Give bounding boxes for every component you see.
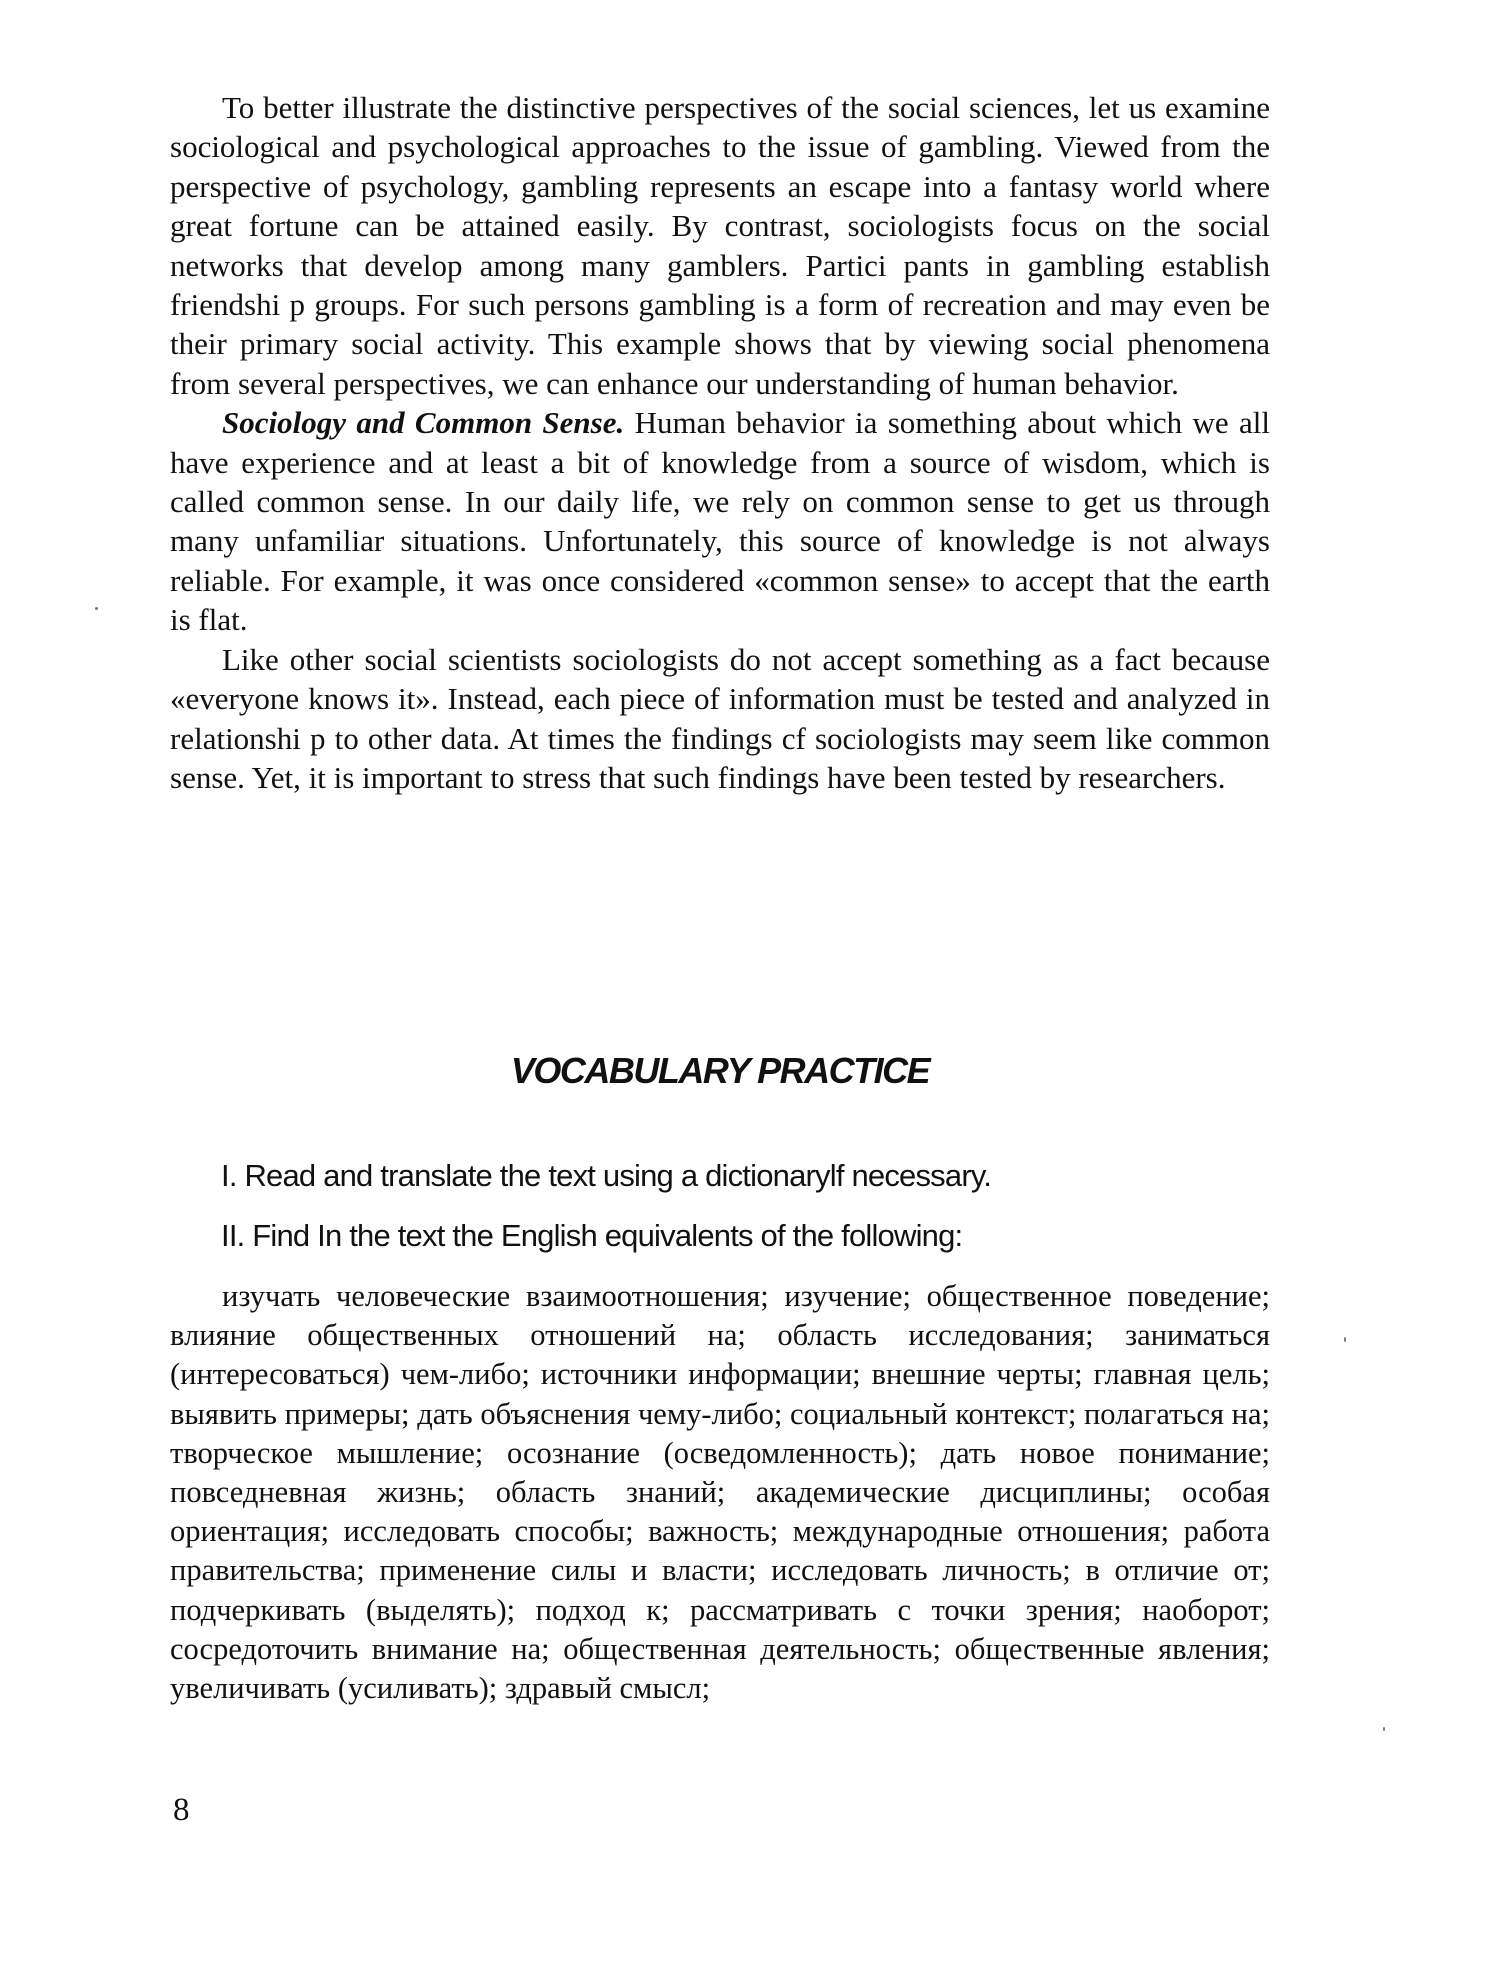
russian-terms-text: изучать человеческие взаимоотношения; изучение; общественное поведение; влияние общественных отношений на; область исследования; заниматься (интересоваться) чем-либо; источники информации; внешние черты; главная цель; выявить примеры; дать объяснения чему-либо; социальный контекст; полагаться на; творческое мышление; осознание (осведомленность); дать новое понимание; повседневная жизнь; область знаний; академические дисциплины; особая ориентация; исследовать способы; важность; международные отношения; работа правительства; применение силы и власти; исследовать личность; в отличие от; подчеркивать (выделять); подход к; рассматривать с точки зрения; наоборот; сосредоточить внимание на; общественная деятельность; общественные явления; увеличивать (усиливать); здравый смысл; — [170, 1279, 1270, 1706]
page-number: 8 — [173, 1792, 190, 1828]
scan-speck — [1383, 1727, 1385, 1731]
reading-text — [170, 88, 1270, 797]
exercise-1: I. Read and translate the text using a dictionarylf necessary. — [221, 1158, 992, 1193]
exercise-2: II. Find In the text the English equivalents of the following: — [221, 1218, 963, 1253]
subsection-heading: Sociology and Common Sense. — [222, 405, 625, 441]
vocabulary-heading: VOCABULARY PRACTICE — [510, 1050, 930, 1091]
scan-speck — [1344, 1337, 1346, 1342]
paragraph-common-sense — [170, 403, 1270, 639]
scan-speck — [95, 607, 98, 610]
russian-terms — [170, 1277, 1270, 1708]
paragraph-facts: Like other social scientists sociologists do not accept something as a fact because «everyone knows it». Instead, each piece of information must be tested and analyzed in relationshi p to other data. At times the findings cf sociologists may seem like common sense. Yet, it is important to stress that such findings have been tested by researchers. — [170, 641, 1270, 795]
paragraph-common-sense-text: Human behavior ia something about which we all have experience and at least a bit of knowledge from a source of wisdom, which is called common sense. In our daily life, we rely on common sense to get us through many unfamiliar situations. Unfortunately, this source of knowledge is not always reliable. For example, it was once considered «common sense» to accept that the earth is flat. — [170, 405, 1271, 638]
paragraph-gambling: To better illustrate the distinctive perspectives of the social sciences, let us examine sociological and psychological approaches to the issue of gambling. Viewed from the perspective of psychology, gambling represents an escape into a fantasy world where great fortune can be attained easily. By contrast, sociologists focus on the social networks that develop among many gamblers. Partici pants in gambling establish friendshi p groups. For such persons gambling is a form of recreation and may even be their primary social activity. This example shows that by viewing social phenomena from several perspectives, we can enhance our understanding of human behavior. — [170, 90, 1270, 401]
